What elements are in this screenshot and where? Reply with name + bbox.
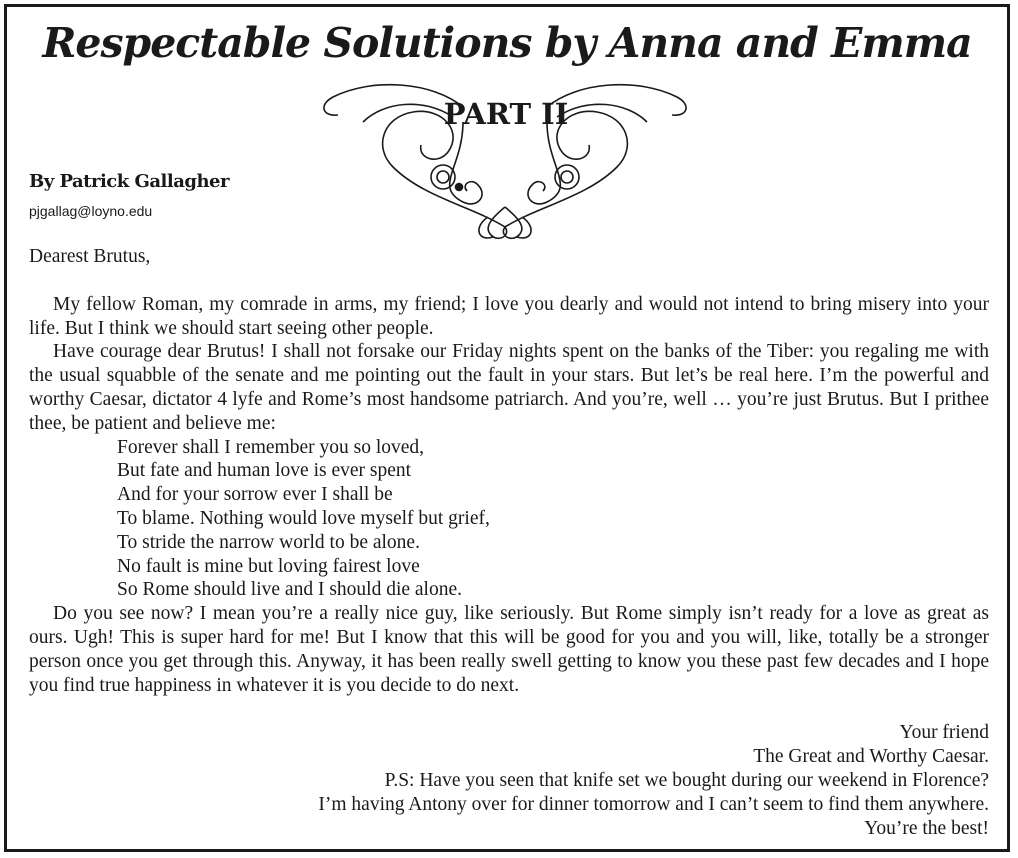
author-email: pjgallag@loyno.edu <box>29 203 153 219</box>
poem <box>29 436 989 603</box>
signoff-line: Your friend <box>899 722 989 744</box>
paragraph: My fellow Roman, my comrade in arms, my friend; I love you dearly and would not intend to bring misery into your life. But I think we should start seeing other people. <box>29 293 989 339</box>
article-frame <box>4 4 1010 852</box>
letter-body <box>29 245 989 840</box>
poem-line: And for your sorrow ever I shall be <box>117 484 393 506</box>
poem-line: To stride the narrow world to be alone. <box>117 531 420 553</box>
byline: By Patrick Gallagher <box>29 171 229 192</box>
greeting: Dearest Brutus, <box>29 246 151 267</box>
part-label: PART II <box>443 97 569 131</box>
signoff-line: P.S: Have you seen that knife set we bought during our weekend in Florence? <box>384 769 989 791</box>
signoff-line: You’re the best! <box>864 817 989 839</box>
poem-line: So Rome should live and I should die alone. <box>117 579 463 601</box>
signoff-line: I’m having Antony over for dinner tomorrow and I can’t seem to find them anywhere. <box>318 793 989 815</box>
poem-line: No fault is mine but loving fairest love <box>117 555 420 577</box>
paragraph: Have courage dear Brutus! I shall not forsake our Friday nights spent on the banks of the Tiber: you regaling me with the usual squabble of the senate and me pointing out the fault in your stars. But let’s be real here. I’m the powerful and worthy Caesar, dictator 4 lyfe and Rome’s most handsome patriarch. And you’re, well … you’re just Brutus. But I prithee thee, be patient and believe me: <box>29 341 989 434</box>
signoff <box>29 721 989 840</box>
article-title: Respectable Solutions by Anna and Emma <box>42 19 972 67</box>
poem-line: But fate and human love is ever spent <box>117 460 412 482</box>
poem-line: Forever shall I remember you so loved, <box>117 436 425 458</box>
paragraph: Do you see now? I mean you’re a really nice guy, like seriously. But Rome simply isn’t ready for a love as great as ours. Ugh! This is super hard for me! But I know that this will be good for you and you will, like, totally be a stronger person once you get through this. Anyway, it has been really swell getting to know you these past few decades and I hope you find true happiness in whatever it is you decide to do next. <box>29 603 989 696</box>
signoff-line: The Great and Worthy Caesar. <box>753 746 989 768</box>
poem-line: To blame. Nothing would love myself but grief, <box>117 507 490 529</box>
